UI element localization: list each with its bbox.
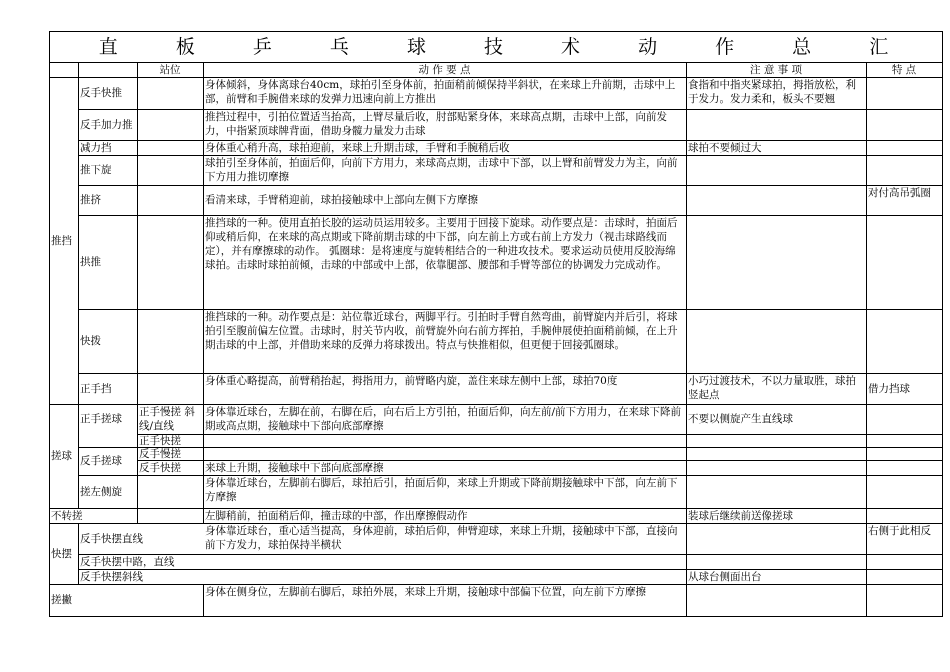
technique-name: 快拨 <box>80 335 101 347</box>
technique-name: 推下旋 <box>80 164 112 176</box>
position-text: 反手慢搓 <box>139 447 181 460</box>
grid-line <box>78 215 942 216</box>
position-text: 反手快搓 <box>139 461 181 474</box>
motion-text: 球拍引至身体前，拍面后仰，向前下方用力，来球高点期，击球中下部，以上臂和前臂发力为主，向前下方用力推切摩擦 <box>205 157 678 183</box>
technique-name: 反手加力推 <box>80 118 133 131</box>
grid-line <box>137 62 138 523</box>
grid-line <box>78 569 942 570</box>
feature-text: 右侧于此相反 <box>868 525 931 537</box>
grid-line <box>78 62 79 508</box>
grid-line <box>866 62 867 617</box>
technique-name: 反手快摆直线 <box>80 532 143 545</box>
motion-text: 身体靠近球台，左脚前右脚后，球拍后引，拍面后仰，来球上升期或下降前期接触球中下部，向左前下方摩擦 <box>205 477 678 503</box>
header-notes: 注 意 事 项 <box>749 63 802 76</box>
grid-line <box>49 62 942 63</box>
technique-name: 减力挡 <box>80 141 112 154</box>
grid-line <box>78 185 942 186</box>
technique-name: 反手快摆中路，直线 <box>80 555 175 568</box>
technique-name: 反手快推 <box>80 87 122 99</box>
notes-text: 球拍不要倾过大 <box>688 141 762 154</box>
grid-line <box>78 140 942 141</box>
grid-line <box>78 554 942 555</box>
feature-text: 对付高吊弧圈 <box>868 187 931 199</box>
motion-text: 身体靠近球台，重心适当提高，身体迎前，球拍后仰，伸臂迎球，来球上升期，接触球中下部，直接向前下方发力，球拍保持半横状 <box>205 525 678 551</box>
grid-line <box>49 523 942 524</box>
notes-text: 从球台侧面出台 <box>688 570 762 583</box>
technique-name: 搓左侧旋 <box>80 485 122 498</box>
grid-line <box>49 508 942 509</box>
grid-line <box>78 109 942 110</box>
grid-line <box>49 404 942 405</box>
motion-text: 推挡球的一种。使用直拍长胶的运动员运用较多。主要用于回接下旋球。动作要点是：击球时，拍面后仰或稍后仰，在来球的高点期或下降前期击球的中下部，向左前上方或右前上方发力（视击球路线而定），并有摩擦球的动作。 弧圈球：是将速度与旋转相结合的一种进攻技术。要求运动员使用反胶海绵球拍。击球时球拍前倾，击球的中部或中上部，依靠腿部、腰部和手臂等部位的协调发力完成动作。 <box>205 217 678 271</box>
grid-line <box>78 373 942 374</box>
grid-line <box>49 77 942 78</box>
grid-line <box>137 460 942 461</box>
technique-name: 搓撇 <box>51 594 72 606</box>
grid-line <box>78 447 942 448</box>
notes-text: 装球后继续前送像搓球 <box>688 509 793 522</box>
group-cuoqiu: 搓球 <box>51 450 72 462</box>
position-text: 正手慢搓 斜线/直线 <box>139 406 195 432</box>
technique-name: 反手快摆斜线 <box>80 570 143 583</box>
grid-line <box>203 584 204 617</box>
technique-name: 推挤 <box>80 194 101 206</box>
grid-line <box>686 62 687 617</box>
technique-name: 反手搓球 <box>80 455 122 467</box>
technique-name: 拱推 <box>80 256 101 268</box>
motion-text: 左脚稍前，拍面稍后仰，撞击球的中部，作出摩擦假动作 <box>205 509 468 522</box>
grid-line <box>78 155 942 156</box>
notes-text: 不要以侧旋产生直线球 <box>688 413 793 425</box>
grid-line <box>49 31 942 32</box>
grid-line <box>78 523 79 584</box>
motion-text: 身体在侧身位，左脚前右脚后，球拍外展，来球上升期，接触球中部偏下位置，向左前下方摩擦 <box>205 586 646 598</box>
position-text: 正手快搓 <box>139 434 181 447</box>
notes-text: 食指和中指夹紧球拍，拇指放松，利于发力。发力柔和，板头不要翘 <box>688 79 856 105</box>
header-motion: 动 作 要 点 <box>418 63 471 76</box>
motion-text: 身体靠近球台，左脚在前，右脚在后，向右后上方引拍，拍面后仰，向左前/前下方用力，在来球下降前期或高点期，接触球中下部向底部摩擦 <box>205 406 682 432</box>
header-feature: 特 点 <box>891 63 917 76</box>
group-kuaibai: 快摆 <box>51 547 72 560</box>
page-title: 直 板 乒 乓 球 技 术 动 作 总 汇 <box>98 35 915 58</box>
motion-text: 看清来球，手臂稍迎前，球拍接触球中上部向左侧下方摩擦 <box>205 194 478 206</box>
technique-name: 不转搓 <box>51 509 83 522</box>
grid-line <box>49 616 942 617</box>
grid-line <box>49 584 942 585</box>
grid-line <box>49 31 50 617</box>
motion-text: 推挡过程中，引拍位置适当抬高，上臂尽量后收，肘部贴紧身体，来球高点期，击球中上部，向前发力，中指紧顶球牌背面，借助身髋力量发力击球 <box>205 111 667 137</box>
header-position: 站位 <box>159 63 181 76</box>
motion-text: 身体重心略提高，前臂稍抬起，拇指用力，前臂略内旋，盖住来球左侧中上部，球拍70度 <box>205 375 618 387</box>
notes-text: 小巧过渡技术，不以力量取胜，球拍竖起点 <box>688 375 856 401</box>
grid-line <box>78 475 942 476</box>
motion-text: 来球上升期，接触球中下部向底部摩擦 <box>205 461 384 474</box>
motion-text: 身体重心稍升高，球拍迎前，来球上升期击球，手臂和手腕稍后收 <box>205 141 510 154</box>
motion-text: 推挡球的一种。动作要点是：站位靠近球台，两脚平行。引拍时手臂自然弯曲，前臂旋内并后引，将球拍引至腹前偏左位置。击球时，肘关节内收，前臂旋外向右前方挥拍，手腕伸展使拍面稍前倾，在上升期击球的中上部，并借助来球的反弹力将球拨出。特点与快推相似，但更便于回接弧圈球。 <box>205 311 678 351</box>
technique-name: 正手挡 <box>80 382 112 395</box>
grid-line <box>137 434 942 435</box>
motion-text: 身体倾斜，身体离球台40cm，球拍引至身体前，拍面稍前倾保持半斜状，在来球上升前期，击球中上部，前臂和手腕借来球的发弹力迅速向前上方推出 <box>205 79 676 105</box>
group-tuidang: 推挡 <box>51 234 72 247</box>
feature-text: 借力挡球 <box>868 382 910 395</box>
grid-line <box>942 31 943 617</box>
grid-line <box>203 62 204 523</box>
grid-line <box>78 309 942 310</box>
technique-name: 正手搓球 <box>80 413 122 425</box>
